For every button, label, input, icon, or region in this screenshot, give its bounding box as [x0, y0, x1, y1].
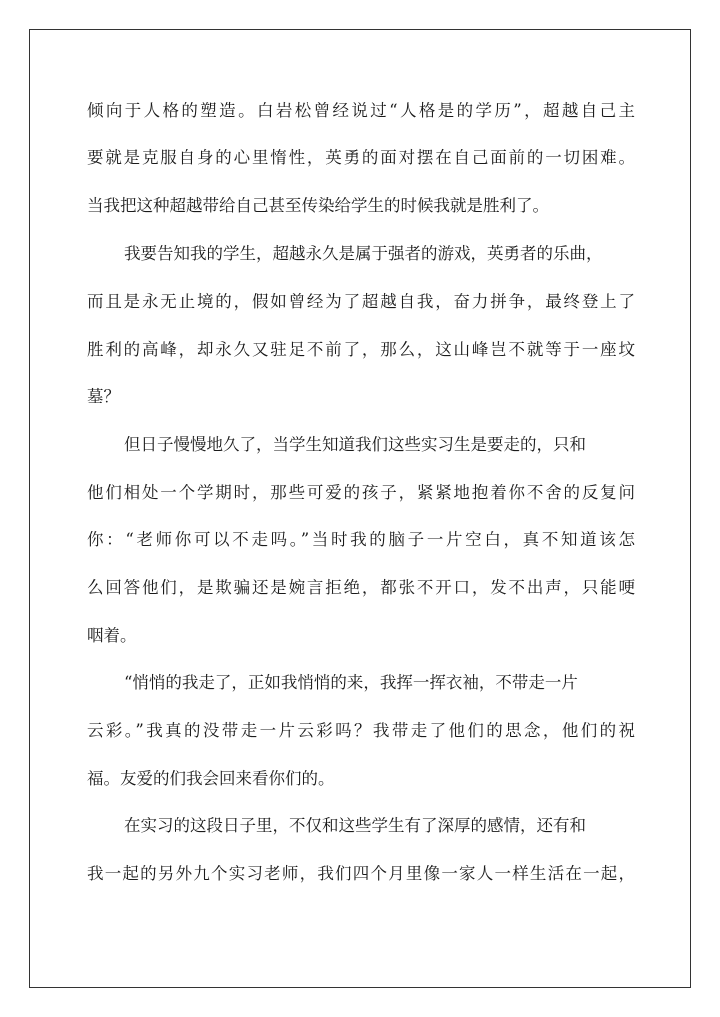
text-line: 胜利的高峰，却永久又驻足不前了，那么，这山峰岂不就等于一座坟 — [87, 340, 635, 359]
text-line: 福。友爱的们我会回来看你们的。 — [87, 769, 335, 788]
paragraph-first-line: 但日子慢慢地久了，当学生知道我们这些实习生是要走的，只和 — [124, 435, 586, 454]
text-line: 你：“老师你可以不走吗。”当时我的脑子一片空白，真不知道该怎 — [87, 530, 635, 549]
text-line: 当我把这种超越带给自己甚至传染给学生的时候我就是胜利了。 — [87, 196, 549, 215]
text-line: 而且是永无止境的，假如曾经为了超越自我，奋力拼争，最终登上了 — [87, 292, 635, 311]
text-line: 么回答他们，是欺骗还是婉言拒绝，都张不开口，发不出声，只能哽 — [87, 578, 635, 597]
paragraph-first-line: 在实习的这段日子里，不仅和这些学生有了深厚的感情，还有和 — [124, 816, 586, 835]
text-line: 倾向于人格的塑造。白岩松曾经说过“人格是的学历”，超越自己主 — [87, 101, 635, 120]
paragraph-first-line: “悄悄的我走了，正如我悄悄的来，我挥一挥衣袖，不带走一片 — [124, 673, 578, 692]
text-line: 咽着。 — [87, 626, 137, 645]
paragraph-first-line: 我要告知我的学生，超越永久是属于强者的游戏，英勇者的乐曲， — [124, 244, 603, 263]
text-line: 他们相处一个学期时，那些可爱的孩子，紧紧地抱着你不舍的反复问 — [87, 483, 635, 502]
text-line: 云彩。”我真的没带走一片云彩吗？我带走了他们的思念，他们的祝 — [87, 721, 635, 740]
text-line: 要就是克服自身的心里惰性，英勇的面对摆在自己面前的一切困难。 — [87, 148, 635, 167]
page-border — [29, 29, 691, 988]
text-line: 墓？ — [87, 387, 120, 406]
text-line: 我一起的另外九个实习老师，我们四个月里像一家人一样生活在一起， — [87, 864, 635, 883]
